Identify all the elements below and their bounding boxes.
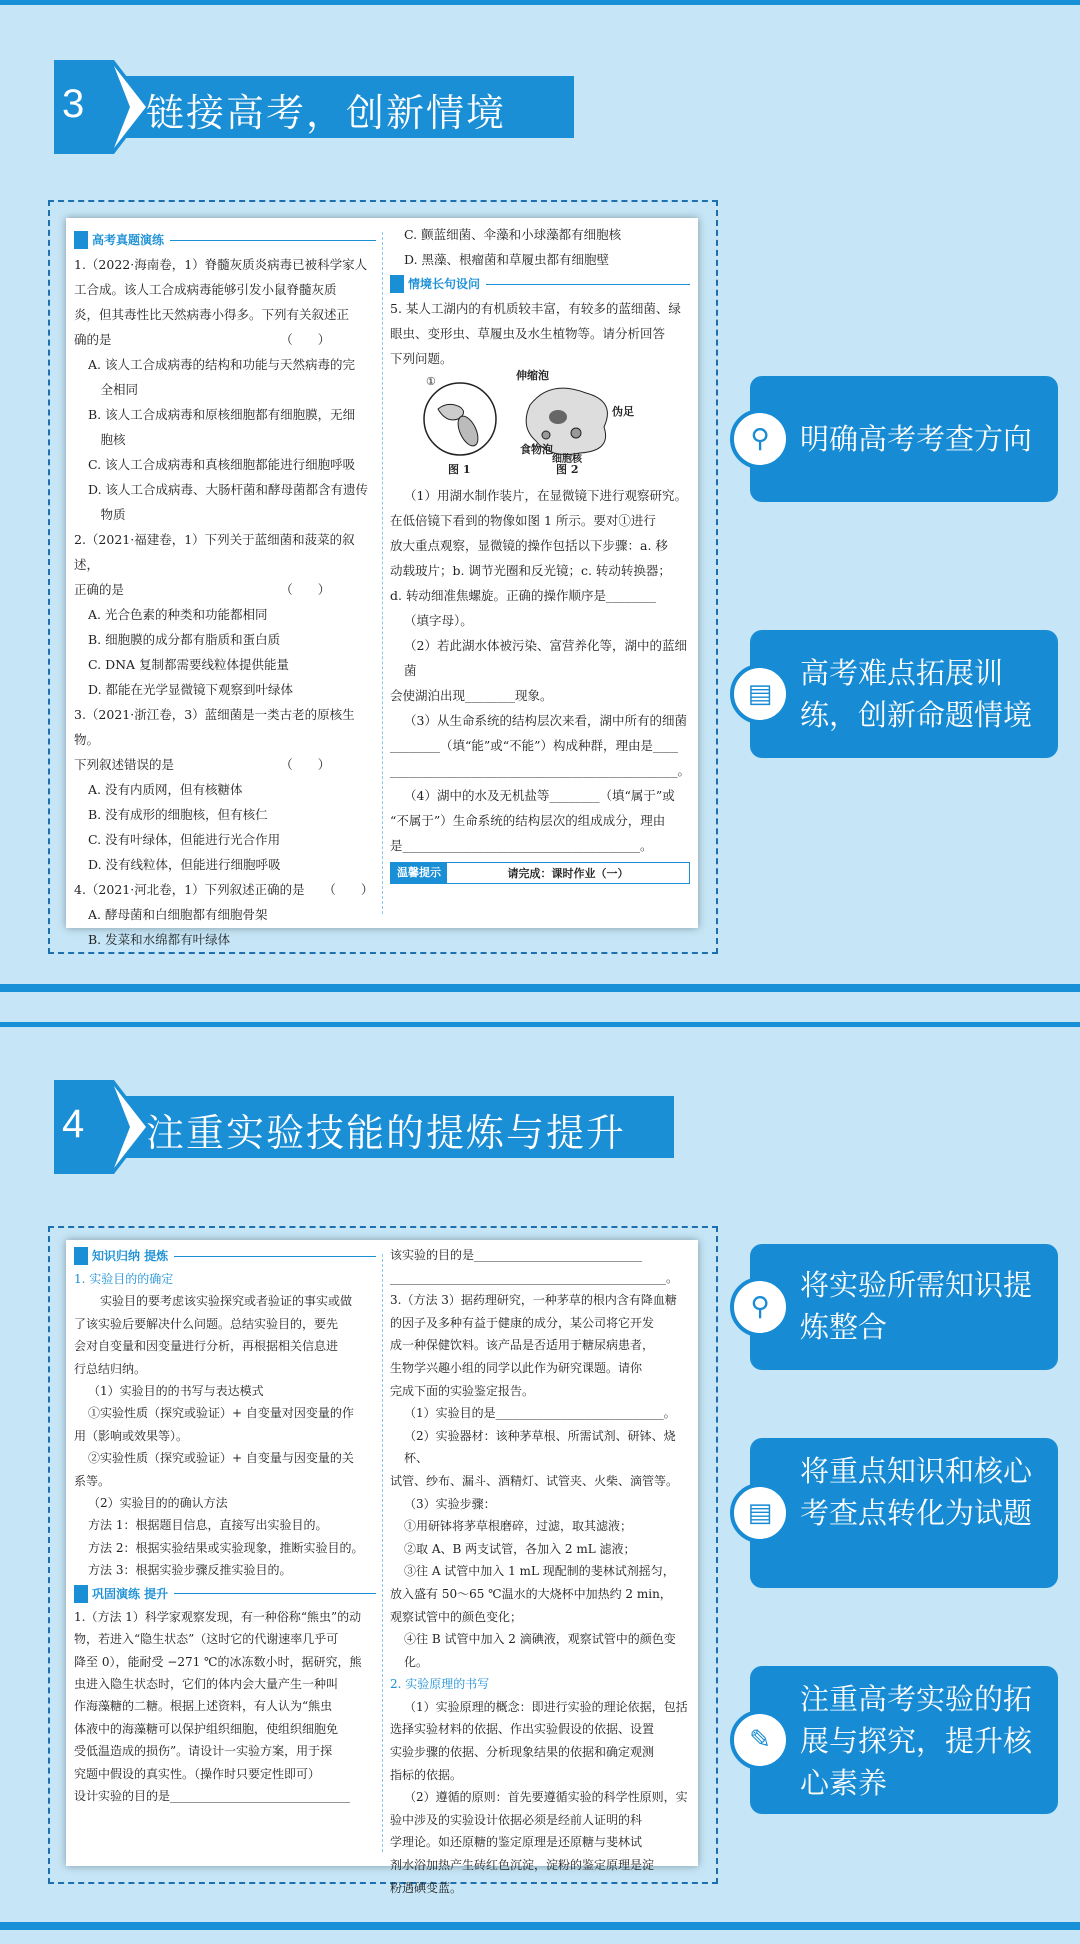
- text-line: 学理论。如还原糖的鉴定原理是还原糖与斐林试: [390, 1835, 643, 1850]
- text-line: ①实验性质（探究或验证）+ 自变量对因变量的作: [88, 1406, 354, 1421]
- figure-microscope: [390, 369, 690, 479]
- text-line: 试管、纱布、漏斗、酒精灯、试管夹、火柴、滴管等。: [390, 1473, 679, 1488]
- text-line: 的因子及多种有益于健康的成分，某公司将它开发: [390, 1315, 655, 1330]
- text-line: 是______________________________________。: [390, 838, 653, 853]
- left-column: [74, 1244, 376, 1807]
- exam-page: [66, 218, 698, 947]
- text-line: （1）实验原理的概念：即进行实验的理论依据，包括: [404, 1699, 688, 1714]
- feature-pill: [750, 376, 1058, 502]
- text-line: D. 该人工合成病毒、大肠杆菌和酵母菌都含有遗传: [88, 482, 369, 497]
- text-line: B. 该人工合成病毒和原核细胞都有细胞膜，无细: [88, 407, 356, 422]
- text-line: 观察试管中的颜色变化；: [390, 1609, 523, 1624]
- text-line: 3.（2021·浙江卷，3）蓝细菌是一类古老的原核生物。: [74, 707, 355, 747]
- feature-pill: [747, 630, 1058, 758]
- practice-question: [390, 1244, 690, 1899]
- text-line: 物，若进入“隐生状态”（这时它的代谢速率几乎可: [74, 1632, 339, 1647]
- section-4: [0, 1030, 1080, 1930]
- text-line: A. 酵母菌和白细胞都有细胞骨架: [88, 907, 268, 922]
- text-line: 方法 2：根据实验结果或实验现象，推断实验目的。: [88, 1540, 364, 1555]
- column-divider: [382, 1254, 383, 1852]
- bottom-rule: [0, 1922, 1080, 1930]
- text-line: D. 没有线粒体，但能进行细胞呼吸: [88, 857, 281, 872]
- text-line: 实验目的要考虑该实验探究或者验证的事实或做: [88, 1294, 353, 1309]
- pill-text: 将实验所需知识提炼整合: [800, 1268, 1033, 1344]
- books-icon: ▤: [730, 664, 790, 724]
- text-line: 受低温造成的损伤”。请设计一实验方案，用于探: [74, 1744, 333, 1759]
- text-line: （4）湖中的水及无机盐等________（填“属于”或: [404, 788, 675, 803]
- section-tag: 巩固演练 提升: [74, 1585, 168, 1603]
- practice-question: [74, 1606, 376, 1808]
- text-line: 行总结归纳。: [74, 1361, 147, 1376]
- question-stem: [390, 296, 690, 371]
- section-number: 3: [62, 82, 85, 126]
- text-line: 5. 某人工湖内的有机质较丰富，有较多的蓝细菌、绿: [390, 301, 681, 316]
- text-line: （3）实验步骤：: [404, 1496, 496, 1511]
- text-line: ______________________________________________。: [390, 763, 691, 778]
- text-line: 成一种保健饮料。该产品是否适用于糖尿病患者，: [390, 1338, 655, 1353]
- text-line: 会使湖泊出现________现象。: [390, 688, 553, 703]
- text-line: 粉遇碘变蓝。: [390, 1880, 463, 1895]
- figure-label-food: 食物泡: [520, 443, 553, 456]
- text-line: 方法 1：根据题目信息，直接写出实验目的。: [88, 1518, 328, 1533]
- figure-label-shrink: 伸缩泡: [516, 369, 549, 382]
- feature-pill: [750, 1666, 1058, 1814]
- sub-questions: [390, 483, 690, 858]
- section-divider-rule: [0, 1022, 1080, 1027]
- text-line: 验中涉及的实验设计依据必须是经前人证明的科: [390, 1812, 643, 1827]
- question-list: [74, 252, 376, 952]
- text-line: 完成下面的实验鉴定报告。: [390, 1383, 535, 1398]
- pill-text: 高考难点拓展训练，创新命题情境: [800, 656, 1033, 732]
- text-line: A. 该人工合成病毒的结构和功能与天然病毒的完: [88, 357, 355, 372]
- text-line: ③往 A 试管中加入 1 mL 现配制的斐林试剂摇匀，: [404, 1564, 675, 1579]
- text-line: 眼虫、变形虫、草履虫及水生植物等。请分析回答: [390, 326, 666, 341]
- text-line: 正确的是 （ ）: [74, 582, 331, 597]
- text-line: 1.（2022·海南卷，1）脊髓灰质炎病毒已被科学家人: [74, 257, 368, 272]
- text-line: 实验步骤的依据、分析现象结果的依据和确定观测: [390, 1745, 655, 1760]
- pill-text: 注重高考实验的拓展与探究，提升核心素养: [800, 1682, 1033, 1800]
- feature-pill: [750, 1244, 1058, 1370]
- left-column: [74, 228, 376, 952]
- text-line: 1.（方法 1）科学家观察发现，有一种俗称“熊虫”的动: [74, 1609, 362, 1624]
- text-line: 剂水浴加热产生砖红色沉淀，淀粉的鉴定原理是淀: [390, 1858, 655, 1873]
- section-tag: 知识归纳 提炼: [74, 1247, 168, 1265]
- text-line: ②取 A、B 两支试管，各加入 2 mL 滤液；: [404, 1541, 636, 1556]
- text-line: （1）实验目的的书写与表达模式: [88, 1384, 264, 1399]
- text-line: 了该实验后要解决什么问题。总结实验目的，要先: [74, 1316, 339, 1331]
- exam-page: [66, 1240, 698, 1895]
- text-line: B. 没有成形的细胞核，但有核仁: [88, 807, 268, 822]
- section-number: 4: [62, 1102, 85, 1146]
- text-line: D. 黑藻、根瘤菌和草履虫都有细胞壁: [404, 252, 610, 267]
- text-line: 2.（2021·福建卷，1）下列关于蓝细菌和菠菜的叙述，: [74, 532, 355, 572]
- text-line: （2）若此湖水体被污染、富营养化等，湖中的蓝细菌: [404, 638, 687, 678]
- section-tag: 情境长句设问: [390, 275, 480, 293]
- text-line: 该实验的目的是____________________________: [390, 1248, 643, 1262]
- text-line: ①用研钵将茅草根磨碎，过滤，取其滤液；: [404, 1519, 633, 1534]
- text-line: 工合成。该人工合成病毒能够引发小鼠脊髓灰质: [74, 282, 337, 297]
- text-line: （1）用湖水制作装片，在显微镜下进行观察研究。: [404, 488, 687, 503]
- text-line: ______________________________________________。: [390, 1270, 679, 1285]
- text-line: 设计实验的目的是______________________________: [74, 1788, 351, 1803]
- text-line: 下列问题。: [390, 351, 453, 366]
- text-line: C. 颤蓝细菌、伞藻和小球藻都有细胞核: [404, 227, 622, 242]
- text-line: 炎，但其毒性比天然病毒小得多。下列有关叙述正: [74, 307, 350, 322]
- text-line: 4.（2021·河北卷，1）下列叙述正确的是 （ ）: [74, 882, 374, 897]
- feature-pill: [747, 1438, 1058, 1588]
- text-line: 会对自变量和因变量进行分析，再根据相关信息进: [74, 1339, 339, 1354]
- text-line: （3）从生命系统的结构层次来看，湖中所有的细菌: [404, 713, 687, 728]
- text-line: C. DNA 复制都需要线粒体提供能量: [88, 657, 290, 672]
- tip-text: 请完成：课时作业（一）: [507, 866, 629, 880]
- text-line: 放大重点观察，显微镜的操作包括以下步骤：a. 移: [390, 538, 668, 553]
- text-line: 在低倍镜下看到的物像如图 1 所示。要对①进行: [390, 513, 656, 528]
- tip-label: 温馨提示: [391, 863, 447, 883]
- text-line: 降至 0），能耐受 −271 ℃的冰冻数小时，据研究，熊: [74, 1654, 362, 1669]
- text-line: 2. 实验原理的书写: [390, 1677, 490, 1692]
- text-line: B. 发菜和水绵都有叶绿体: [88, 932, 231, 947]
- figure-caption-2: 图 2: [556, 463, 579, 476]
- right-column: [390, 1244, 690, 1899]
- column-divider: [382, 232, 383, 914]
- pill-text: 明确高考考查方向: [800, 422, 1033, 456]
- figure-label-pseudopod: 伪足: [612, 405, 634, 418]
- text-line: A. 没有内质网，但有核糖体: [88, 782, 243, 797]
- text-line: 确的是 （ ）: [74, 332, 331, 347]
- text-line: 究题中假设的真实性。（操作时只要定性即可）: [74, 1766, 321, 1781]
- text-line: 指标的依据。: [390, 1767, 463, 1782]
- figure-label-nucleus: 细胞核: [552, 454, 582, 465]
- text-line: 方法 3：根据实验步骤反推实验目的。: [88, 1563, 292, 1578]
- text-line: D. 都能在光学显微镜下观察到叶绿体: [88, 682, 294, 697]
- right-column: [390, 222, 690, 884]
- text-line: 系等。: [74, 1473, 111, 1488]
- text-line: “不属于”）生命系统的结构层次的组成成分，理由: [390, 813, 666, 828]
- text-line: C. 该人工合成病毒和真核细胞都能进行细胞呼吸: [88, 457, 356, 472]
- text-line: 1. 实验目的的确定: [74, 1272, 174, 1286]
- section-tag: 高考真题演练: [74, 231, 164, 249]
- text-line: 选择实验材料的依据、作出实验假设的依据、设置: [390, 1722, 655, 1737]
- knowledge-summary: [74, 1268, 376, 1582]
- text-line: 体液中的海藻糖可以保护组织细胞，使组织细胞免: [74, 1721, 339, 1736]
- text-line: ②实验性质（探究或验证）+ 自变量与因变量的关: [88, 1451, 354, 1466]
- text-line: （2）遵循的原则：首先要遵循实验的科学性原则，实: [404, 1790, 688, 1805]
- text-line: 全相同: [88, 382, 139, 397]
- text-line: C. 没有叶绿体，但能进行光合作用: [88, 832, 281, 847]
- text-line: 下列叙述错误的是 （ ）: [74, 757, 331, 772]
- section-divider-rule: [0, 984, 1080, 992]
- text-line: 动载玻片；b. 调节光圈和反光镜；c. 转动转换器；: [390, 563, 671, 578]
- text-line: （1）实验目的是____________________________。: [404, 1406, 676, 1421]
- figure-label-1: ①: [426, 375, 436, 388]
- pill-text: 将重点知识和核心考查点转化为试题: [800, 1454, 1033, 1530]
- text-line: d. 转动细准焦螺旋。正确的操作顺序是________: [390, 588, 656, 603]
- text-line: ④往 B 试管中加入 2 滴碘液，观察试管中的颜色变化。: [404, 1632, 676, 1669]
- section-title: 注重实验技能的提炼与提升: [146, 1111, 627, 1155]
- book-pen-icon: ✎: [730, 1710, 790, 1770]
- figure-caption-1: 图 1: [448, 463, 471, 476]
- text-line: 放入盛有 50～65 ℃温水的大烧杯中加热约 2 min，: [390, 1586, 672, 1601]
- text-line: 作海藻糖的二糖。根据上述资料，有人认为“熊虫: [74, 1699, 333, 1714]
- text-line: （填字母）。: [404, 613, 473, 628]
- text-line: 生物学兴趣小组的同学以此作为研究课题。请你: [390, 1360, 643, 1375]
- text-line: 胞核: [88, 432, 126, 447]
- section-4-header: [54, 1080, 674, 1174]
- text-line: B. 细胞膜的成分都有脂质和蛋白质: [88, 632, 281, 647]
- text-line: 虫进入隐生状态时，它们的体内会大量产生一种叫: [74, 1676, 339, 1691]
- text-line: （2）实验器材：该种茅草根、所需试剂、研钵、烧杯、: [404, 1428, 676, 1466]
- text-line: A. 光合色素的种类和功能都相同: [88, 607, 268, 622]
- book-search-icon: ⚲: [730, 409, 790, 469]
- option-list: [390, 222, 690, 272]
- book-search-icon: ⚲: [730, 1277, 790, 1337]
- section-title: 链接高考，创新情境: [146, 91, 507, 135]
- section-3-header: [54, 60, 574, 154]
- text-line: 物质: [88, 507, 126, 522]
- books-icon: ▤: [730, 1483, 790, 1543]
- text-line: 3.（方法 3）据药理研究，一种茅草的根内含有降血糖: [390, 1293, 677, 1308]
- text-line: （2）实验目的的确认方法: [88, 1496, 228, 1511]
- text-line: 用（影响或效果等）。: [74, 1428, 189, 1443]
- tip-box: [390, 862, 690, 884]
- text-line: ________（填“能”或“不能”）构成种群，理由是____: [390, 738, 679, 753]
